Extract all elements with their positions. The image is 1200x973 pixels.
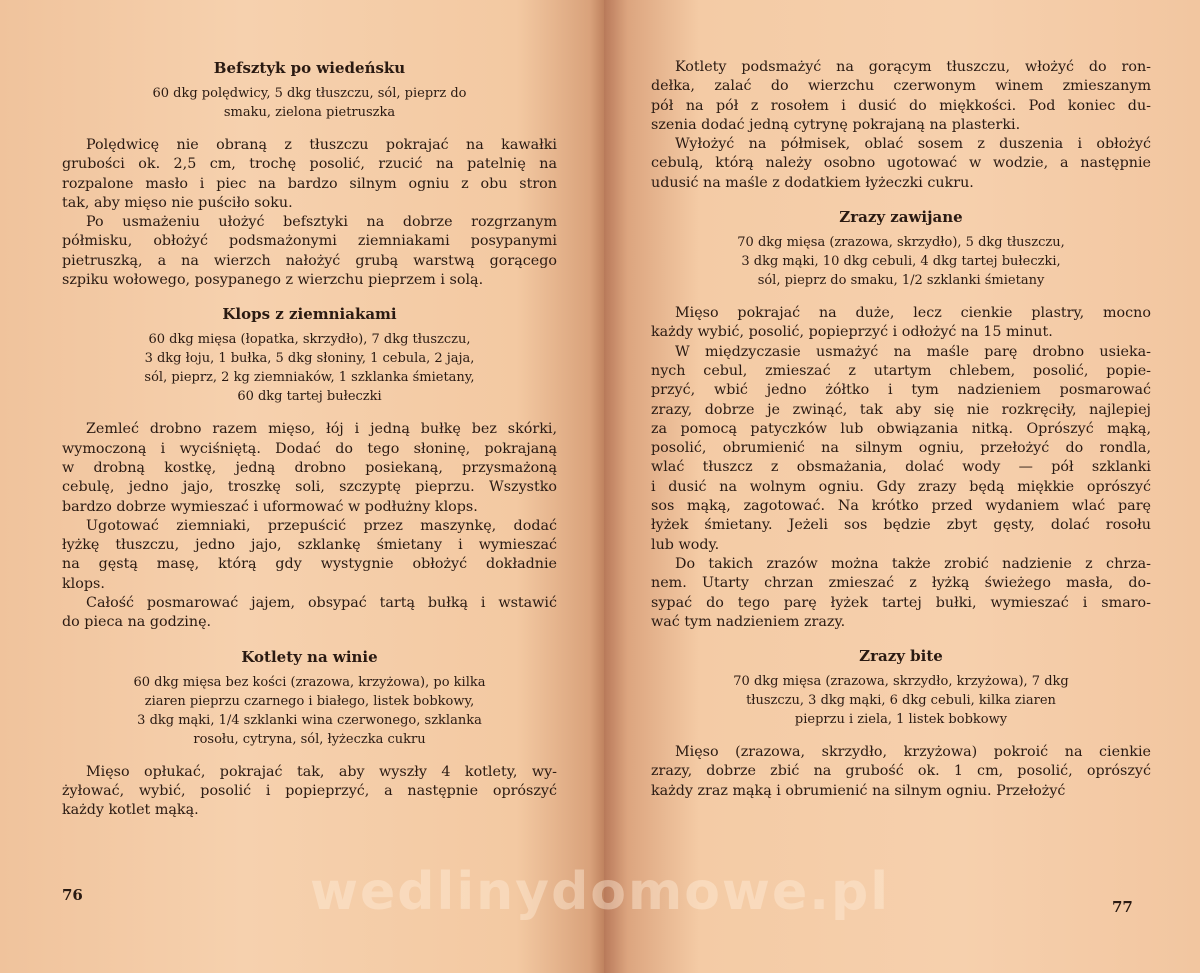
- paragraph-line: Zemleć drobno razem mięso, łój i jedną bułkę bez skórki,: [86, 421, 557, 438]
- recipe-ingredients: [651, 672, 1151, 729]
- recipe: [62, 58, 557, 290]
- paragraph-line: cebulą, którą należy osobno ugotować w wodzie, a następnie: [651, 155, 1151, 172]
- recipe-title: Klops z ziemniakami: [222, 305, 397, 324]
- paragraph-line: pietruszką, a na wierzch nałożyć grubą warstwą gorącego: [62, 252, 557, 269]
- paragraph-line: nych cebul, zmieszać z utartym chlebem, posolić, popie-: [651, 362, 1151, 379]
- ingredient-line: 70 dkg mięsa (zrazowa, skrzydło, krzyżowa), 7 dkg: [733, 674, 1069, 690]
- right-page-content: [651, 58, 1151, 801]
- right-page: [604, 0, 1200, 973]
- paragraph-line: zrazy, dobrze zbić na grubość ok. 1 cm, posolić, oprószyć: [651, 763, 1151, 780]
- paragraph-line: i dusić na wolnym ogniu. Gdy zrazy będą miękkie oprószyć: [651, 478, 1151, 495]
- paragraph-line: sypać do tego parę łyżek tartej bułki, wymieszać i smaro-: [651, 594, 1151, 611]
- paragraph-line: zrazy, dobrze je zwinąć, tak aby się nie rozkręciły, najlepiej: [651, 401, 1151, 418]
- paragraph-line: udusić na maśle z dodatkiem łyżeczki cukru.: [651, 174, 974, 191]
- recipe-paragraph: [62, 136, 557, 213]
- paragraph-line: każdy zraz mąką i obrumienić na silnym ogniu. Przełożyć: [651, 782, 1066, 799]
- paragraph-line: za pomocą patyczków lub obwiązania nitką. Oprószyć mąką,: [651, 420, 1151, 437]
- ingredient-line: 70 dkg mięsa (zrazowa, skrzydło), 5 dkg tłuszczu,: [737, 235, 1065, 251]
- paragraph-line: Całość posmarować jajem, obsypać tartą bułką i wstawić: [86, 595, 557, 612]
- left-page-number: 76: [62, 886, 83, 904]
- recipe-title: Befsztyk po wiedeńsku: [213, 59, 406, 77]
- paragraph-line: w drobną kostkę, jedną drobno posiekaną, przysmażoną: [62, 459, 557, 476]
- recipe-title: Kotlety na winie: [241, 647, 378, 666]
- ingredient-line: 3 dkg łoju, 1 bułka, 5 dkg słoniny, 1 cebula, 2 jaja,: [144, 351, 475, 367]
- ingredient-line: 60 dkg mięsa (łopatka, skrzydło), 7 dkg tłuszczu,: [148, 332, 471, 348]
- paragraph-line: pół na pół z rosołem i dusić do miękkości. Pod koniec du-: [651, 97, 1151, 114]
- recipe-title: Zrazy zawijane: [839, 208, 963, 227]
- ingredient-line: sól, pieprz, 2 kg ziemniaków, 1 szklanka śmietany,: [144, 370, 475, 386]
- recipe-paragraph: [62, 213, 557, 290]
- paragraph-line: Mięso pokrajać na duże, lecz cienkie plastry, mocno: [675, 305, 1151, 322]
- ingredient-line: ziaren pieprzu czarnego i białego, listek bobkowy,: [144, 693, 475, 709]
- recipe-paragraph: [651, 304, 1151, 343]
- section-gap: [651, 632, 1151, 646]
- paragraph-line: sos mąką, zagotować. Na krótko przed wydaniem wlać parę: [651, 498, 1151, 515]
- recipe-paragraph: [62, 517, 557, 594]
- ingredient-line: 3 dkg mąki, 1/4 szklanki wina czerwonego, szklanka: [137, 712, 482, 728]
- section-gap: [62, 290, 557, 304]
- paragraph-line: W międzyczasie usmażyć na maśle parę drobno usieka-: [675, 343, 1151, 360]
- paragraph-line: Mięso opłukać, pokrajać tak, aby wyszły 4 kotlety, wy-: [86, 763, 557, 780]
- right-page-number: 77: [1112, 898, 1133, 916]
- recipe-paragraph: [651, 555, 1151, 632]
- ingredient-line: sól, pieprz do smaku, 1/2 szklanki śmietany: [757, 273, 1045, 289]
- paragraph-line: każdy kotlet mąką.: [62, 802, 199, 819]
- paragraph-line: posolić, obrumienić na silnym ogniu, przełożyć do rondla,: [651, 440, 1151, 457]
- ingredient-line: smaku, zielona pietruszka: [223, 105, 396, 120]
- paragraph-line: do pieca na godzinę.: [62, 614, 212, 631]
- paragraph-line: Polędwicę nie obraną z tłuszczu pokrajać na kawałki: [86, 137, 557, 153]
- ingredient-line: 60 dkg tartej bułeczki: [237, 389, 382, 405]
- recipe-ingredients: [62, 673, 557, 749]
- recipe-paragraph: [651, 343, 1151, 555]
- paragraph-line: tak, aby mięso nie puściło soku.: [62, 194, 293, 211]
- paragraph-line: żyłować, wybić, posolić i popieprzyć, a następnie oprószyć: [62, 782, 557, 799]
- paragraph-line: Ugotować ziemniaki, przepuścić przez maszynkę, dodać: [86, 517, 557, 534]
- paragraph-line: każdy wybić, posolić, popieprzyć i odłożyć na 15 minut.: [651, 324, 1053, 341]
- recipe-paragraph: [651, 743, 1151, 801]
- paragraph-line: klops.: [62, 575, 105, 592]
- paragraph-line: szpiku wołowego, posypanego z wierzchu pieprzem i solą.: [62, 272, 484, 289]
- continued-recipe-text: [651, 58, 1151, 193]
- ingredient-line: rosołu, cytryna, sól, łyżeczka cukru: [193, 731, 426, 747]
- ingredient-line: tłuszczu, 3 dkg mąki, 6 dkg cebuli, kilka ziaren: [746, 693, 1056, 709]
- paragraph-line: dełka, zalać do wierzchu czerwonym winem zmieszanym: [651, 78, 1151, 95]
- paragraph-line: przyć, wbić jedno żółtko i tym nadzieniem posmarować: [651, 382, 1151, 399]
- paragraph-line: Po usmażeniu ułożyć befsztyki na dobrze rozgrzanym: [86, 214, 557, 231]
- paragraph-line: grubości ok. 2,5 cm, trochę posolić, rzucić na patelnię na: [62, 156, 557, 173]
- recipe-ingredients: [651, 233, 1151, 290]
- paragraph-line: wlać tłuszcz z obsmażania, dolać wody — pół szklanki: [651, 459, 1151, 476]
- recipe-paragraph: [62, 420, 557, 516]
- paragraph-line: łyżkę tłuszczu, jedno jajo, szklankę śmietany i wymieszać: [62, 537, 557, 554]
- ingredient-line: 60 dkg polędwicy, 5 dkg tłuszczu, sól, pieprz do: [152, 86, 467, 101]
- recipe: [651, 207, 1151, 632]
- paragraph-line: Do takich zrazów można także zrobić nadzienie z chrza-: [675, 555, 1151, 572]
- recipe-paragraph: [62, 594, 557, 633]
- ingredient-line: 60 dkg mięsa bez kości (zrazowa, krzyżowa), po kilka: [133, 674, 486, 690]
- paragraph-line: cebulę, jedno jajo, troszkę soli, szczyptę pieprzu. Wszystko: [62, 479, 557, 496]
- recipe-ingredients: [62, 84, 557, 122]
- ingredient-line: pieprzu i ziela, 1 listek bobkowy: [794, 712, 1008, 728]
- paragraph-line: nem. Utarty chrzan zmieszać z łyżką świeżego masła, do-: [651, 575, 1151, 592]
- paragraph-line: łyżek śmietany. Jeżeli sos będzie zbyt gęsty, dolać rosołu: [651, 517, 1151, 534]
- paragraph-line: na gęstą masę, którą gdy wystygnie obłożyć dokładnie: [62, 556, 557, 573]
- recipe: [651, 646, 1151, 801]
- recipe-ingredients: [62, 330, 557, 406]
- paragraph-line: wymoczoną i wyciśniętą. Dodać do tego słoninę, pokrajaną: [62, 440, 557, 457]
- paragraph-line: Kotlety podsmażyć na gorącym tłuszczu, włożyć do ron-: [675, 59, 1151, 75]
- paragraph-line: półmisku, obłożyć podsmażonymi ziemniakami posypanymi: [62, 233, 557, 250]
- recipe-title: Zrazy bite: [859, 647, 943, 666]
- paragraph-line: Wyłożyć na półmisek, oblać sosem z duszenia i obłożyć: [675, 136, 1151, 153]
- section-gap: [62, 633, 557, 647]
- paragraph-line: bardzo dobrze wymieszać i uformować w podłużny klops.: [62, 498, 478, 515]
- paragraph-line: szenia dodać jedną cytrynę pokrajaną na plasterki.: [651, 116, 1021, 133]
- recipe-paragraph: [651, 135, 1151, 193]
- paragraph-line: Mięso (zrazowa, skrzydło, krzyżowa) pokroić na cienkie: [675, 744, 1151, 761]
- paragraph-line: rozpalone masło i piec na bardzo silnym ogniu z obu stron: [62, 175, 557, 192]
- ingredient-line: 3 dkg mąki, 10 dkg cebuli, 4 dkg tartej bułeczki,: [741, 254, 1061, 270]
- watermark-text: wedlinydomowe.pl: [309, 862, 891, 922]
- paragraph-line: wać tym nadzieniem zrazy.: [651, 613, 846, 630]
- recipe: [62, 647, 557, 821]
- left-page-content: [62, 58, 557, 821]
- paragraph-line: lub wody.: [651, 536, 720, 553]
- section-gap: [651, 193, 1151, 207]
- recipe: [62, 304, 557, 632]
- recipe-paragraph: [62, 763, 557, 821]
- recipe-paragraph: [651, 58, 1151, 135]
